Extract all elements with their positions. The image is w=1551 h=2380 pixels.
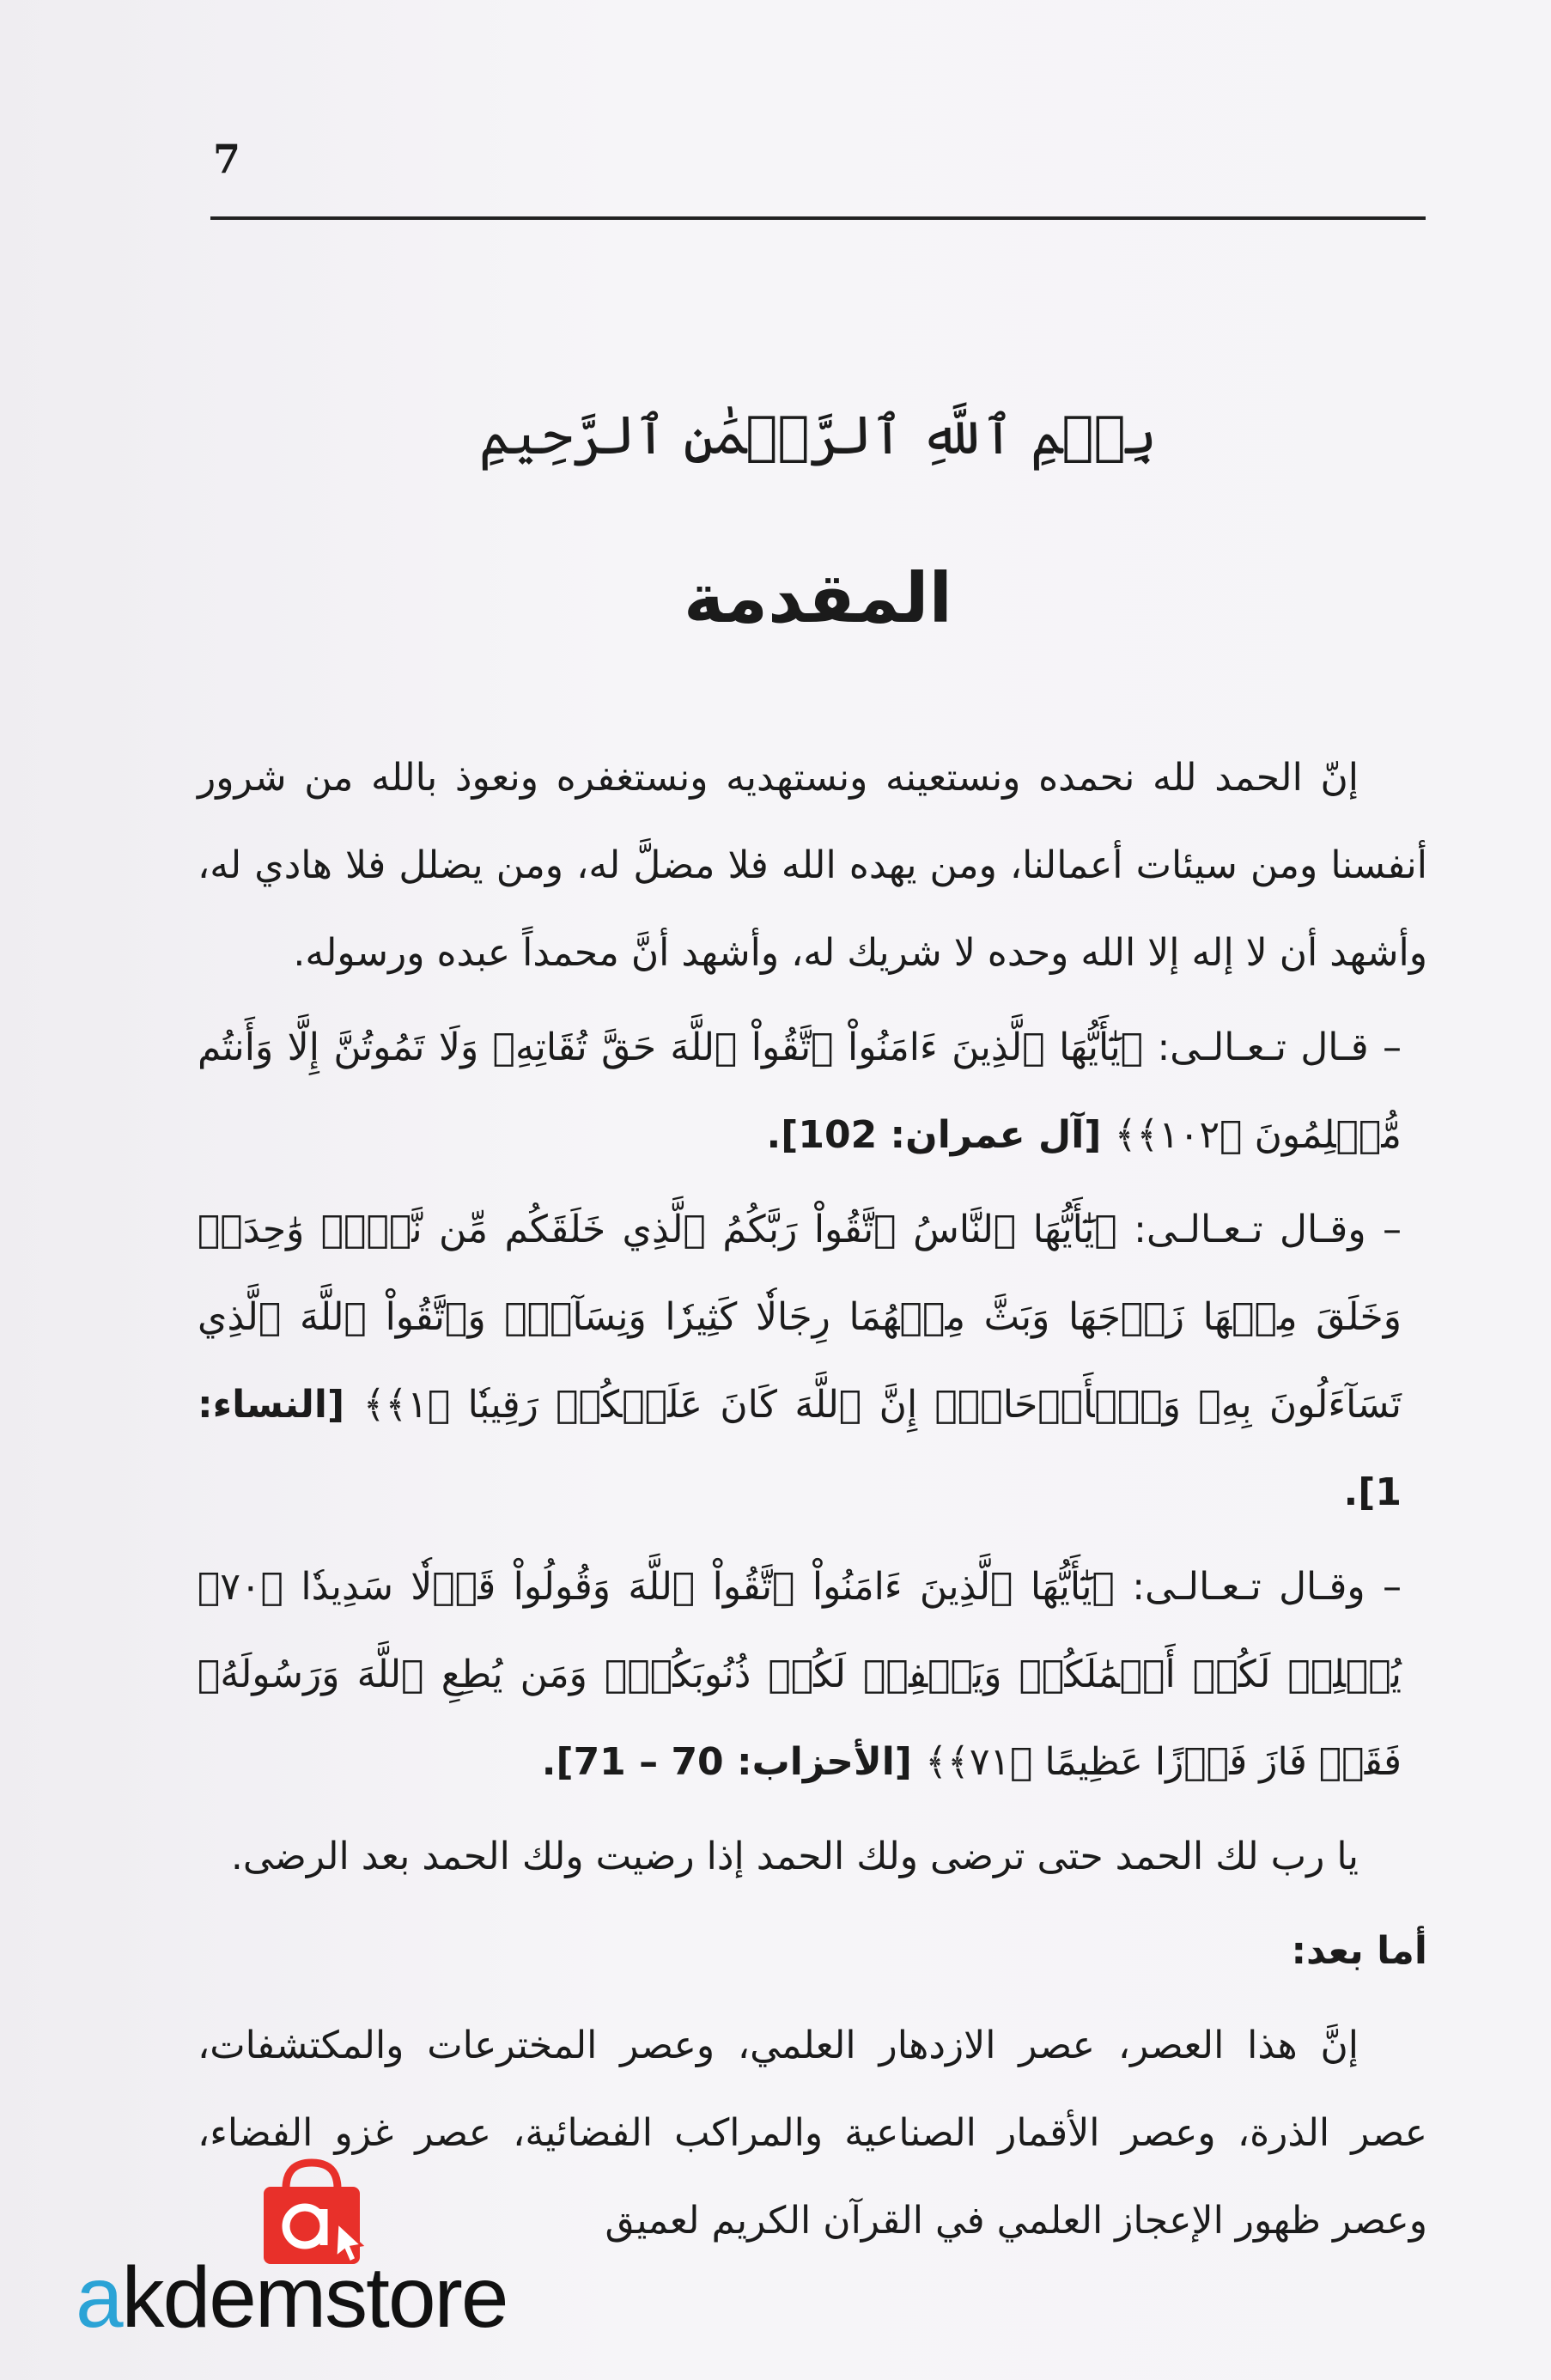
body-text bbox=[198, 734, 1427, 2272]
verse-text: ﴿يَٰٓأَيُّهَا ٱلنَّاسُ ٱتَّقُواْ رَبَّكُمُ ٱلَّذِي خَلَقَكُم مِّن نَّفۡسٖ وَٰحِدَةٖ وَخَلَقَ مِنۡهَا زَوۡجَهَا وَبَثَّ مِنۡهُمَا رِجَالٗا كَثِيرٗا وَنِسَآءٗۚ وَٱتَّقُواْ ٱللَّهَ ٱلَّذِي تَسَآءَلُونَ بِهِۦ وَٱلۡأَرۡحَامَۚ إِنَّ ٱللَّهَ كَانَ عَلَيۡكُمۡ رَقِيبٗا ﴿١﴾﴾ bbox=[198, 1208, 1402, 1427]
verse-block-3 bbox=[198, 1543, 1427, 1806]
chapter-title: المقدمة bbox=[684, 558, 952, 638]
store-name bbox=[76, 2249, 507, 2347]
verse-intro: – قـال تـعـالـى: bbox=[1143, 1026, 1402, 1069]
verse-text: ﴿يَٰٓأَيُّهَا ٱلَّذِينَ ءَامَنُواْ ٱتَّقُواْ ٱللَّهَ حَقَّ تُقَاتِهِۦ وَلَا تَمُوتُنَّ إِلَّا وَأَنتُم مُّسۡلِمُونَ ﴿١٠٢﴾﴾ bbox=[198, 1026, 1402, 1157]
store-watermark bbox=[76, 2156, 539, 2345]
verse-text: ﴿يَٰٓأَيُّهَا ٱلَّذِينَ ءَامَنُواْ ٱتَّقُواْ ٱللَّهَ وَقُولُواْ قَوۡلٗا سَدِيدٗا ﴿٧٠﴾ يُصۡلِحۡ لَكُمۡ أَعۡمَٰلَكُمۡ وَيَغۡفِرۡ لَكُمۡ ذُنُوبَكُمۡۗ وَمَن يُطِعِ ٱللَّهَ وَرَسُولَهُۥ فَقَدۡ فَازَ فَوۡزًا عَظِيمًا ﴿٧١﴾﴾ bbox=[198, 1565, 1402, 1784]
verse-reference: [آل عمران: 102]. bbox=[766, 1113, 1115, 1157]
store-name-rest: kdemstore bbox=[121, 2249, 508, 2346]
store-name-accent: a bbox=[76, 2249, 122, 2346]
basmala: بِسۡمِ ٱللَّهِ ٱلرَّحۡمَٰنِ ٱلرَّحِيمِ bbox=[478, 404, 1158, 466]
verse-block-2 bbox=[198, 1186, 1427, 1537]
section-heading: أما بعد: bbox=[1291, 1929, 1427, 1973]
verse-intro: – وقـال تـعـالـى: bbox=[1114, 1565, 1402, 1609]
verse-intro: – وقـال تـعـالـى: bbox=[1116, 1208, 1402, 1251]
intro-paragraph: إنّ الحمد لله نحمده ونستعينه ونستهديه ونستغفره ونعوذ بالله من شرور أنفسنا ومن سيئات أعمالنا، ومن يهده الله فلا مضلَّ له، ومن يضلل فلا هادي له، وأشهد أن لا إله إلا الله وحده لا شريك له، وأشهد أنَّ محمداً عبده ورسوله. bbox=[198, 756, 1427, 975]
verse-block-1 bbox=[198, 1004, 1427, 1179]
page-number: 7 bbox=[213, 136, 241, 182]
era-paragraph: إنَّ هذا العصر، عصر الازدهار العلمي، وعصر المخترعات والمكتشفات، عصر الذرة، وعصر الأقمار الصناعية والمراكب الفضائية، عصر غزو الفضاء، وعصر ظهور الإعجاز العلمي في القرآن الكريم لعميق bbox=[198, 2024, 1427, 2243]
verse-reference: [الأحزاب: 70 – 71]. bbox=[541, 1740, 926, 1784]
header-rule bbox=[210, 216, 1426, 220]
prayer-paragraph: يا رب لك الحمد حتى ترضى ولك الحمد إذا رضيت ولك الحمد بعد الرضى. bbox=[230, 1835, 1359, 1878]
verse-reference: [النساء: 1]. bbox=[198, 1383, 1402, 1514]
